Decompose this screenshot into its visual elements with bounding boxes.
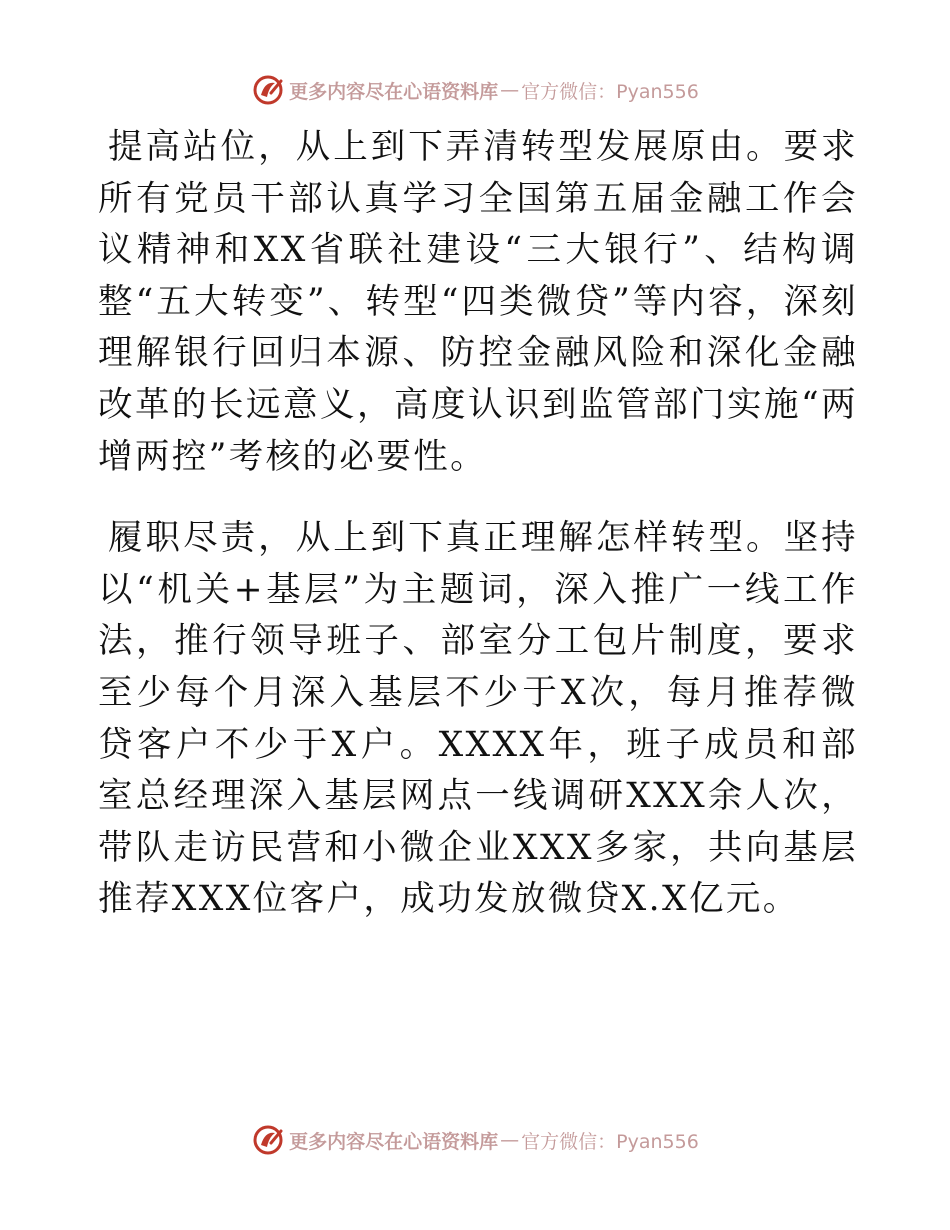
watermark-main-text: 更多内容尽在心语资料库 <box>289 1130 499 1153</box>
header-watermark <box>0 70 950 110</box>
document-body <box>98 122 858 926</box>
logo-icon <box>251 73 285 107</box>
paragraph: 提高站位，从上到下弄清转型发展原由。要求所有党员干部认真学习全国第五届金融工作会议精神和XX省联社建设“三大银行”、结构调整“五大转变”、转型“四类微贷”等内容，深刻理解银行回归本源、防控金融风险和深化金融改革的长远意义，高度认识到监管部门实施“两增两控”考核的必要性。 <box>98 127 858 477</box>
watermark-dash: — <box>500 79 520 101</box>
footer-watermark <box>0 1120 950 1160</box>
paragraph: 履职尽责，从上到下真正理解怎样转型。坚持以“机关+基层”为主题词，深入推广一线工作法，推行领导班子、部室分工包片制度，要求至少每个月深入基层不少于X次，每月推荐微贷客户不少于X户。XXXX年，班子成员和部室总经理深入基层网点一线调研XXX余人次，带队走访民营和小微企业XXX多家，共向基层推荐XXX位客户，成功发放微贷X.X亿元。 <box>98 518 858 920</box>
watermark-dash: — <box>500 1129 520 1151</box>
logo-icon <box>251 1123 285 1157</box>
watermark-main-text: 更多内容尽在心语资料库 <box>289 80 499 103</box>
watermark-sub-text: 官方微信：Pyan556 <box>521 80 699 103</box>
watermark-sub-text: 官方微信：Pyan556 <box>521 1130 699 1153</box>
